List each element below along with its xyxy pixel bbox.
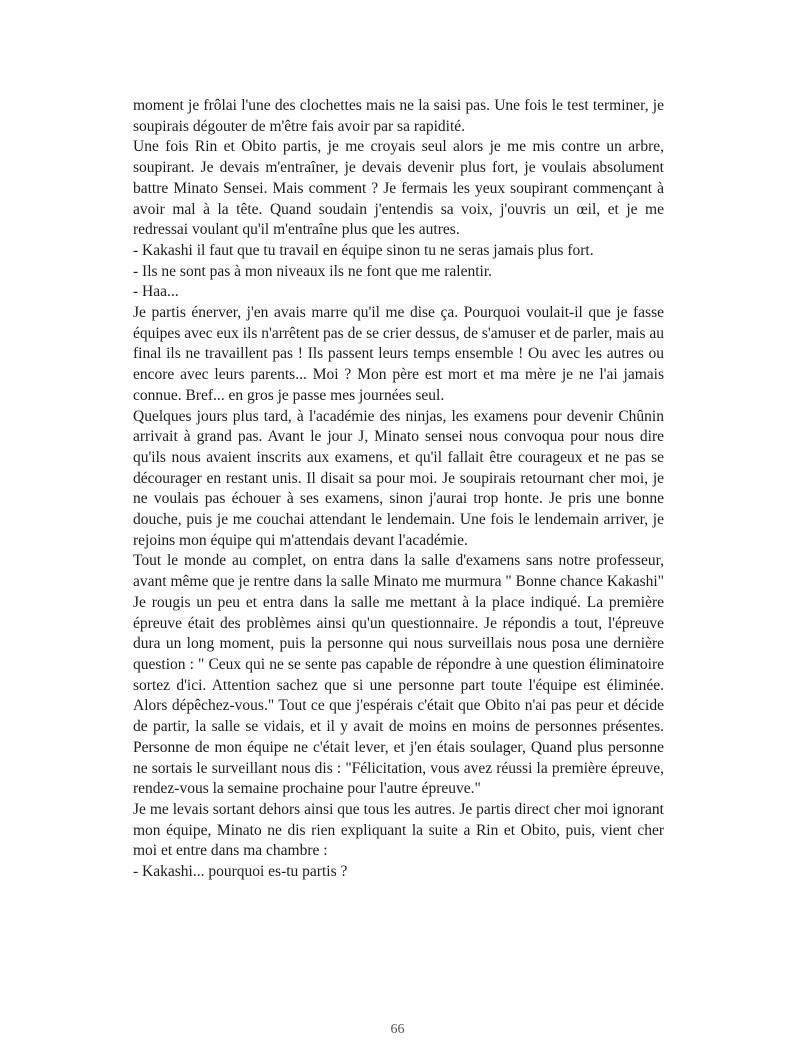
paragraph-3: Je partis énerver, j'en avais marre qu'il me dise ça. Pourquoi voulait-il que je fasse équipes avec eux ils n'arrêtent pas de se crier dessus, de s'amuser et de parler, mais au final ils ne travaillent pas ! Ils passent leurs temps ensemble ! Ou avec les autres ou encore avec leurs parents... Moi ? Mon père est mort et ma mère je ne l'ai jamais connue. Bref... en gros je passe mes journées seul. <box>133 304 664 404</box>
paragraph-4: Quelques jours plus tard, à l'académie des ninjas, les examens pour devenir Chûnin arrivait à grand pas. Avant le jour J, Minato sensei nous convoqua pour nous dire qu'ils nous avaient inscrits aux examens, et qu'il fallait être courageux et ne pas se décourager en restant unis. Il disait sa pour moi. Je soupirais retournant cher moi, je ne voulais pas échouer à ses examens, sinon j'aurai trop honte. Je pris une bonne douche, puis je me couchai attendant le lendemain. Une fois le lendemain arriver, je rejoins mon équipe qui m'attendais devant l'académie. <box>133 407 664 549</box>
dialogue-line-2: - Ils ne sont pas à mon niveaux ils ne font que me ralentir. <box>133 262 492 280</box>
dialogue-line-3: - Haa... <box>133 283 179 301</box>
paragraph-1: moment je frôlai l'une des clochettes mais ne la saisi pas. Une fois le test terminer, je soupirais dégouter de m'être fais avoir par sa rapidité. <box>133 97 664 135</box>
dialogue-line-4: - Kakashi... pourquoi es-tu partis ? <box>133 863 348 881</box>
paragraph-6: Je me levais sortant dehors ainsi que tous les autres. Je partis direct cher moi ignorant mon équipe, Minato ne dis rien expliquant la suite a Rin et Obito, puis, vient cher moi et entre dans ma chambre : <box>133 800 664 860</box>
page-number: 66 <box>390 1022 405 1037</box>
paragraph-5: Tout le monde au complet, on entra dans la salle d'examens sans notre professeur, avant même que je rentre dans la salle Minato me murmura " Bonne chance Kakashi" Je rougis un peu et entra dans la salle me mettant à la place indiqué. La première épreuve était des problèmes ainsi qu'un questionnaire. Je répondis a tout, l'épreuve dura un long moment, puis la personne qui nous surveillais nous posa une dernière question : " Ceux qui ne se sente pas capable de répondre à une question éliminatoire sortez d'ici. Attention sachez que si une personne part toute l'équipe est éliminée. Alors dépêchez-vous." Tout ce que j'espérais c'était que Obito n'ai pas peur et décide de partir, la salle se vidais, et il y avait de moins en moins de personnes présentes. Personne de mon équipe ne c'était lever, et j'en étais soulager, Quand plus personne ne sortais le surveillant nous dis : "Félicitation, vous avez réussi la première épreuve, rendez-vous la semaine prochaine pour l'autre épreuve." <box>133 552 664 798</box>
body-text <box>133 96 664 883</box>
dialogue-line-1: - Kakashi il faut que tu travail en équipe sinon tu ne seras jamais plus fort. <box>133 241 594 259</box>
paragraph-2: Une fois Rin et Obito partis, je me croyais seul alors je me mis contre un arbre, soupirant. Je devais m'entraîner, je devais devenir plus fort, je voulais absolument battre Minato Sensei. Mais comment ? Je fermais les yeux soupirant commençant à avoir mal à la tête. Quand soudain j'entendis sa voix, j'ouvris un œil, et je me redressai voulant qu'il m'entraîne plus que les autres. <box>133 138 664 239</box>
